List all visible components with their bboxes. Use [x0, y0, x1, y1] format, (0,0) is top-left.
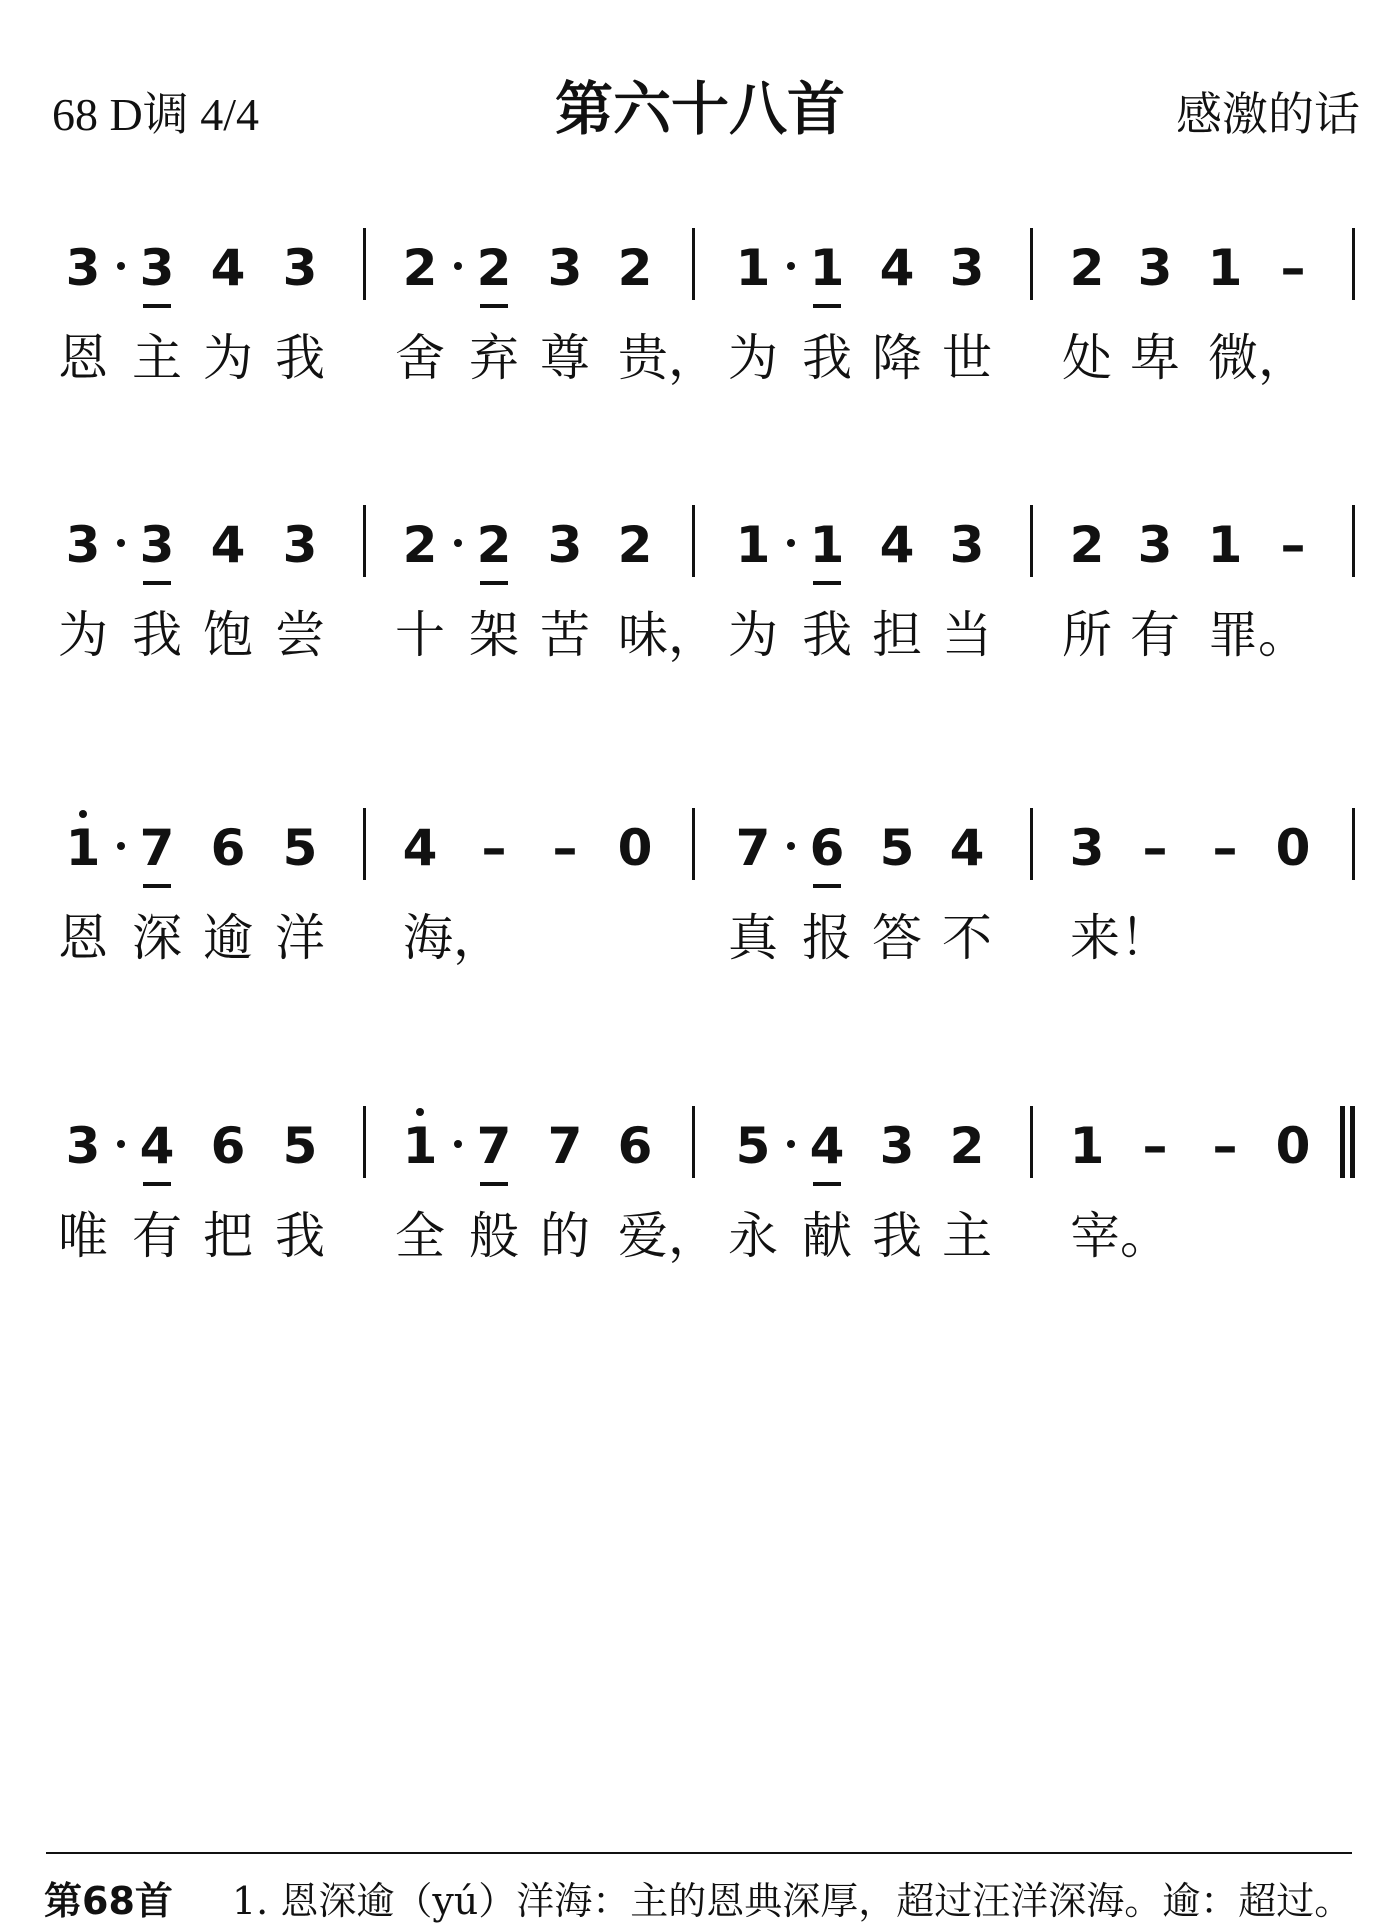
- note: –: [552, 819, 578, 877]
- lyric: 我: [802, 606, 852, 664]
- barline: [692, 808, 695, 880]
- note: 6: [210, 1117, 246, 1175]
- note: 5: [282, 1117, 318, 1175]
- lyric: 逾: [203, 909, 253, 967]
- barline: [1030, 228, 1033, 300]
- notation-row: [0, 505, 1400, 595]
- note: 3: [949, 239, 985, 297]
- barline: [1030, 808, 1033, 880]
- note: 1: [1207, 516, 1243, 574]
- note: 4: [135, 1116, 179, 1176]
- note: 4: [210, 239, 246, 297]
- note: 2: [1069, 516, 1105, 574]
- note: 1: [805, 515, 849, 575]
- note: –: [1212, 819, 1238, 877]
- barline: [363, 808, 366, 880]
- note: 3: [949, 516, 985, 574]
- barline: [692, 1106, 695, 1178]
- lyric: 为: [728, 606, 778, 664]
- lyric: 降: [872, 329, 922, 387]
- note: 3: [135, 238, 179, 298]
- final-barline: [1340, 1106, 1345, 1178]
- lyric: 尊: [540, 329, 590, 387]
- note: 3: [547, 516, 583, 574]
- lyric: 担: [872, 606, 922, 664]
- note: 7: [735, 819, 771, 877]
- note: 3: [282, 516, 318, 574]
- lyric: 当: [942, 606, 992, 664]
- dot-mark: [454, 262, 462, 270]
- note: 2: [472, 238, 516, 298]
- note: 3: [1137, 239, 1173, 297]
- note: 1: [1207, 239, 1243, 297]
- barline: [692, 505, 695, 577]
- final-barline: [1350, 1106, 1355, 1178]
- barline: [1352, 228, 1355, 300]
- lyric: 饱: [203, 606, 253, 664]
- lyric: 般: [469, 1207, 519, 1265]
- barline: [1352, 808, 1355, 880]
- note: 3: [65, 516, 101, 574]
- lyric: 贵，: [618, 329, 718, 387]
- note: 5: [735, 1117, 771, 1175]
- note: 2: [617, 516, 653, 574]
- note: –: [1212, 1117, 1238, 1175]
- barline: [1030, 1106, 1033, 1178]
- note: 5: [282, 819, 318, 877]
- lyric: 处: [1062, 329, 1112, 387]
- lyric: 为: [203, 329, 253, 387]
- note: –: [1280, 239, 1306, 297]
- note: 1: [735, 516, 771, 574]
- dot-mark: [117, 262, 125, 270]
- lyric: 苦: [540, 606, 590, 664]
- lyric: 所: [1062, 606, 1112, 664]
- barline: [363, 505, 366, 577]
- lyric: 我: [275, 1207, 325, 1265]
- note: 2: [472, 515, 516, 575]
- note: 5: [879, 819, 915, 877]
- note: 4: [949, 819, 985, 877]
- lyric: 恩: [58, 329, 108, 387]
- lyric: 答: [872, 909, 922, 967]
- note: 3: [879, 1117, 915, 1175]
- lyric: 宰。: [1070, 1207, 1170, 1265]
- dot-mark: [117, 842, 125, 850]
- lyric: 来！: [1070, 909, 1170, 967]
- dot-mark: [787, 539, 795, 547]
- hymn-category: 感激的话: [1176, 87, 1360, 141]
- lyric: 味，: [618, 606, 718, 664]
- lyrics-row: [0, 908, 1400, 978]
- note: 3: [1069, 819, 1105, 877]
- lyric: 舍: [395, 329, 445, 387]
- note: 7: [135, 818, 179, 878]
- hymn-title: 第六十八首: [554, 75, 845, 143]
- note: 2: [402, 239, 438, 297]
- note: 3: [135, 515, 179, 575]
- note: 3: [65, 239, 101, 297]
- lyric: 我: [275, 329, 325, 387]
- lyric: 有: [1130, 606, 1180, 664]
- note: 3: [65, 1117, 101, 1175]
- lyric: 唯: [58, 1207, 108, 1265]
- lyric: 不: [942, 909, 992, 967]
- note: 4: [402, 819, 438, 877]
- note: –: [1142, 819, 1168, 877]
- note: 2: [402, 516, 438, 574]
- lyric: 微，: [1208, 329, 1308, 387]
- lyric: 世: [942, 329, 992, 387]
- barline: [1352, 505, 1355, 577]
- note: 1: [61, 818, 105, 878]
- note: 7: [472, 1116, 516, 1176]
- lyrics-row: [0, 1206, 1400, 1276]
- lyric: 海，: [403, 909, 503, 967]
- lyric: 的: [540, 1207, 590, 1265]
- lyric: 为: [58, 606, 108, 664]
- note: 4: [210, 516, 246, 574]
- lyric: 主: [132, 329, 182, 387]
- note: 2: [949, 1117, 985, 1175]
- note: 4: [879, 516, 915, 574]
- dot-mark: [787, 262, 795, 270]
- footnote-text: 1. 恩深逾（yú）洋海：主的恩典深厚，超过汪洋深海。逾：超过。: [232, 1879, 1353, 1923]
- dot-mark: [454, 539, 462, 547]
- note: 4: [879, 239, 915, 297]
- note: 0: [1275, 1117, 1311, 1175]
- notation-row: [0, 1106, 1400, 1196]
- music-system-2: [0, 505, 1400, 745]
- lyrics-row: [0, 328, 1400, 398]
- note: 2: [1069, 239, 1105, 297]
- dot-mark: [787, 1140, 795, 1148]
- lyric: 为: [728, 329, 778, 387]
- lyric: 恩: [58, 909, 108, 967]
- note: –: [1142, 1117, 1168, 1175]
- music-system-3: [0, 808, 1400, 1048]
- lyric: 我: [132, 606, 182, 664]
- note: 0: [1275, 819, 1311, 877]
- barline: [363, 1106, 366, 1178]
- lyrics-row: [0, 605, 1400, 675]
- lyric: 洋: [275, 909, 325, 967]
- note: 3: [282, 239, 318, 297]
- lyric: 把: [203, 1207, 253, 1265]
- note: 3: [547, 239, 583, 297]
- lyric: 全: [395, 1207, 445, 1265]
- note: 6: [210, 819, 246, 877]
- note: 6: [805, 818, 849, 878]
- lyric: 我: [802, 329, 852, 387]
- note: 0: [617, 819, 653, 877]
- note: 1: [1069, 1117, 1105, 1175]
- notation-row: [0, 228, 1400, 318]
- lyric: 弃: [469, 329, 519, 387]
- dot-mark: [117, 1140, 125, 1148]
- footnote-divider: [46, 1852, 1352, 1854]
- barline: [692, 228, 695, 300]
- dot-mark: [117, 539, 125, 547]
- lyric: 献: [802, 1207, 852, 1265]
- lyric: 有: [132, 1207, 182, 1265]
- note: 6: [617, 1117, 653, 1175]
- hymn-number-key: 68 D调 4/4: [52, 89, 259, 140]
- lyric: 永: [728, 1207, 778, 1265]
- dot-mark: [787, 842, 795, 850]
- lyric: 十: [395, 606, 445, 664]
- lyric: 深: [132, 909, 182, 967]
- lyric: 卑: [1130, 329, 1180, 387]
- music-system-4: [0, 1106, 1400, 1346]
- lyric: 真: [728, 909, 778, 967]
- note: 1: [398, 1116, 442, 1176]
- lyric: 我: [872, 1207, 922, 1265]
- notation-row: [0, 808, 1400, 898]
- lyric: 报: [802, 909, 852, 967]
- note: 4: [805, 1116, 849, 1176]
- note: 7: [547, 1117, 583, 1175]
- barline: [1030, 505, 1033, 577]
- music-system-1: [0, 228, 1400, 468]
- lyric: 罪。: [1208, 606, 1308, 664]
- note: 1: [735, 239, 771, 297]
- footnote-label: 第68首: [44, 1879, 173, 1923]
- lyric: 尝: [275, 606, 325, 664]
- note: –: [1280, 516, 1306, 574]
- lyric: 主: [942, 1207, 992, 1265]
- dot-mark: [454, 1140, 462, 1148]
- note: 2: [617, 239, 653, 297]
- note: 1: [805, 238, 849, 298]
- note: 3: [1137, 516, 1173, 574]
- barline: [363, 228, 366, 300]
- note: –: [481, 819, 507, 877]
- lyric: 架: [469, 606, 519, 664]
- lyric: 爱，: [618, 1207, 718, 1265]
